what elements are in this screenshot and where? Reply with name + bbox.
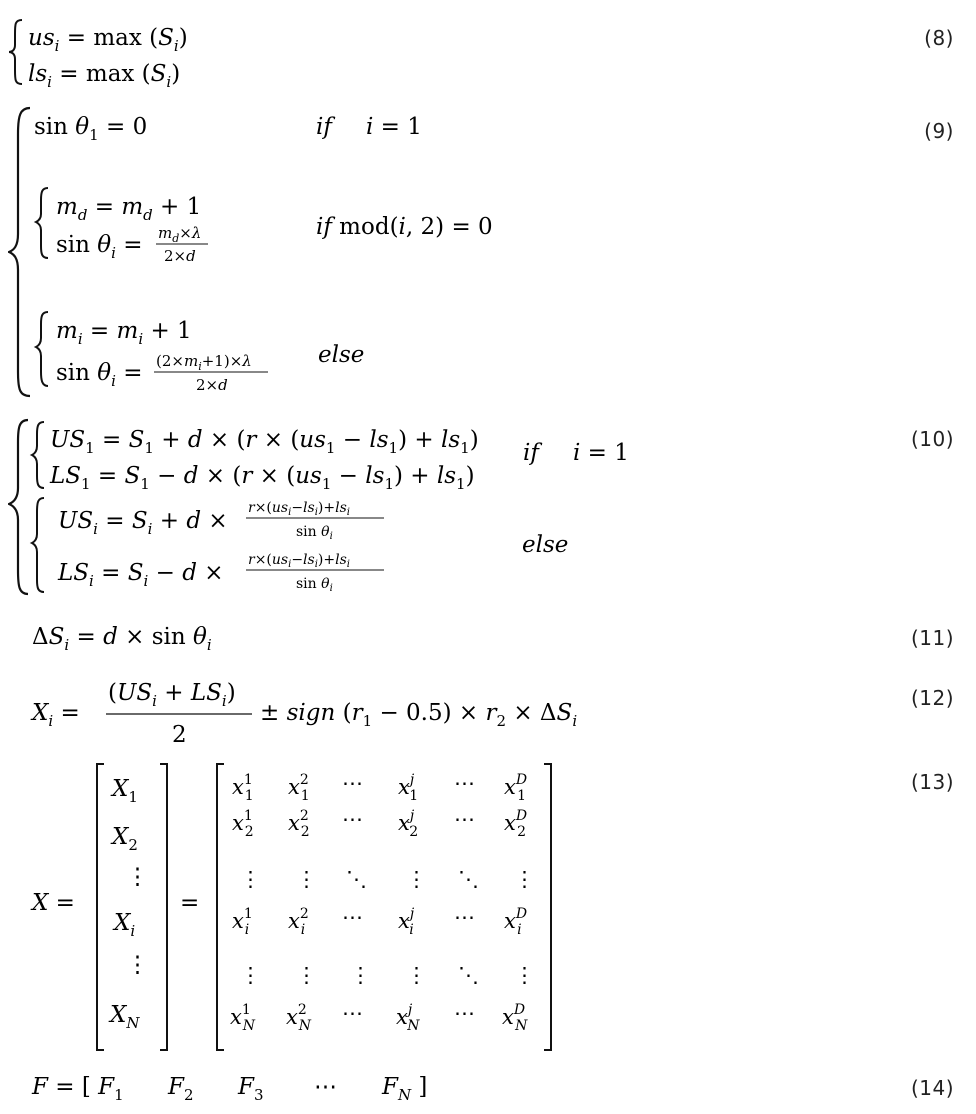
svg-text:F2: $F_2$: [168, 1074, 194, 1104]
svg-text:if: if: [316, 114, 332, 140]
svg-text:⋮: ⋮: [296, 867, 317, 891]
svg-text:if mod(i, 2) = 0: if mod(i, 2) = 0: [316, 214, 493, 240]
svg-text:⋯: ⋯: [454, 771, 475, 795]
svg-text:X =: X =: [32, 890, 75, 916]
svg-text:xD1: $x^D$ 1: [504, 772, 528, 804]
svg-text:(2×mi+1)×λ: $(2\times m_i+1)\times\lambda$: [156, 352, 252, 373]
svg-text:LSi = Si − d ×: $LS_i = S_i - d$ ×: [58, 560, 224, 590]
svg-text:⋮: ⋮: [126, 952, 149, 978]
equation-12-graphic: [8, 670, 628, 750]
svg-text:⋮: ⋮: [240, 963, 261, 987]
svg-text:(USi + LSi): $(US_i + LS_i)$: [108, 680, 236, 710]
equation-8: [8, 14, 268, 90]
svg-text:x22: $x^2$ 2: [288, 808, 310, 840]
svg-text:2×d: 2×d: [164, 247, 196, 265]
svg-text:mi = mi + 1: $m_i = m_i + 1$: [56, 318, 192, 348]
svg-text:⋯: ⋯: [454, 905, 475, 929]
equation-11-graphic: [8, 614, 308, 658]
svg-text:⋯: ⋯: [342, 905, 363, 929]
equation-10-graphic: [8, 414, 668, 600]
svg-text:⋮: ⋮: [406, 963, 427, 987]
svg-text:x2N: $x^2$ N: [286, 1002, 312, 1034]
svg-text:xDN: $x^D$ N: [502, 1002, 528, 1034]
svg-text:md = md + 1: $m_d = m_d + 1$: [56, 194, 202, 224]
svg-text:⋱: ⋱: [458, 963, 479, 987]
svg-text:US1 = S1 + d × (r × (us1 − ls1: $US_1 = S_1 + d \times (r \times (us_1 - ls_1) + ls_1)$: [50, 427, 479, 457]
svg-text:r×(usi−lsi)+lsi: $r\times(us_i-ls_i)+ls_i$: [248, 552, 350, 570]
svg-text:i = 1: i = 1: [366, 114, 422, 140]
svg-text:xj2: $x^j$ 2: [398, 808, 419, 840]
svg-text:x1i: $x^1$ i: [232, 906, 253, 938]
svg-text:⋱: ⋱: [346, 867, 367, 891]
equation-14-graphic: [8, 1064, 488, 1108]
svg-text:Xi =: $X_i$ =: [32, 700, 80, 730]
svg-text:x11: $x^1$ 1: [232, 772, 254, 804]
svg-text:⋮: ⋮: [126, 864, 149, 890]
svg-text:usi = max (Si): $us_i = \max (S_i)$: [28, 25, 188, 55]
svg-text:⋯: ⋯: [314, 1074, 337, 1100]
svg-text:if: if: [523, 440, 539, 466]
svg-text:xji: $x^j$ i: [398, 906, 415, 938]
equation-13-graphic: [8, 760, 608, 1056]
equation-9-graphic: [8, 104, 568, 404]
svg-text:else: else: [318, 342, 365, 368]
equation-14: [8, 1064, 488, 1108]
svg-text:⋯: ⋯: [342, 807, 363, 831]
equation-number-13: (13): [910, 770, 954, 794]
svg-text:sin θi =: $\sin \theta_i$ =: [56, 360, 143, 390]
svg-text:sin θi: $\sin \theta_i$: [296, 524, 333, 542]
svg-text:else: else: [522, 532, 569, 558]
svg-text:xj1: $x^j$ 1: [398, 772, 419, 804]
svg-text:⋯: ⋯: [454, 1001, 475, 1025]
svg-text:⋮: ⋮: [514, 963, 535, 987]
equation-10: [8, 414, 668, 600]
svg-text:lsi = max (Si): $ls_i = \max (S_i)$: [28, 61, 181, 90]
svg-text:XN: $X_N$: [110, 1002, 140, 1032]
svg-text:x21: $x^2$ 1: [288, 772, 310, 804]
svg-text:sin θi =: $\sin \theta_i$ =: [56, 232, 143, 262]
svg-text:X2: $X_2$: [112, 824, 138, 854]
svg-text:⋮: ⋮: [296, 963, 317, 987]
svg-text:LS1 = S1 − d × (r × (us1 − ls1: $LS_1 = S_1 - d \times (r \times (us_1 - ls_1) + ls_1)$: [50, 463, 475, 493]
svg-text:F = [ F1: F = [ $F_1$: [32, 1074, 124, 1104]
svg-text:⋮: ⋮: [240, 867, 261, 891]
svg-text:xDi: $x^D$ i: [504, 906, 528, 938]
equation-13: [8, 760, 608, 1056]
svg-text:⋯: ⋯: [342, 771, 363, 795]
svg-text:⋮: ⋮: [514, 867, 535, 891]
svg-text:FN ]: $F_N$ ]: [382, 1074, 428, 1104]
svg-text:x1N: $x^1$ N: [230, 1002, 256, 1034]
svg-text:⋮: ⋮: [406, 867, 427, 891]
svg-text:ΔSi = d × sin θi: $\Delta S_i = d \times \sin \theta_i$: [32, 624, 212, 654]
equation-number-9: (9): [924, 119, 954, 143]
svg-text:r×(usi−lsi)+lsi: $r\times(us_i-ls_i)+ls_i$: [248, 500, 350, 518]
equation-12: [8, 670, 628, 750]
svg-text:sin θ1 = 0: $\sin \theta_1 = 0$: [34, 114, 148, 144]
equation-number-12: (12): [910, 686, 954, 710]
svg-text:md×λ: $m_d\times\lambda$: [158, 224, 202, 245]
svg-text:Xi: $X_i$: [114, 910, 136, 940]
svg-text:=: =: [180, 890, 200, 916]
svg-text:F3: $F_3$: [238, 1074, 264, 1104]
equation-number-8: (8): [924, 26, 954, 50]
svg-text:⋯: ⋯: [454, 807, 475, 831]
equation-number-11: (11): [910, 626, 954, 650]
svg-text:x12: $x^1$ 2: [232, 808, 254, 840]
svg-text:sin θi: $\sin \theta_i$: [296, 576, 333, 594]
equation-number-10: (10): [910, 427, 954, 451]
svg-text:⋮: ⋮: [350, 963, 371, 987]
equation-8-graphic: [8, 14, 268, 90]
svg-text:X1: $X_1$: [112, 776, 138, 806]
equation-11: [8, 614, 308, 658]
svg-text:USi = Si + d ×: $US_i = S_i + d$ ×: [58, 508, 228, 538]
svg-text:⋯: ⋯: [342, 1001, 363, 1025]
svg-text:xjN: $x^j$ N: [396, 1002, 420, 1034]
svg-text:xD2: $x^D$ 2: [504, 808, 528, 840]
svg-text:x2i: $x^2$ i: [288, 906, 309, 938]
svg-text:⋱: ⋱: [458, 867, 479, 891]
equation-9: [8, 104, 568, 404]
svg-text:2×d: 2×d: [196, 376, 228, 394]
svg-text:± sign (r1 − 0.5) × r2 × ΔSi: ± sign $(r_1 - 0.5) \times r_2 \times \Delta S_i$: [260, 700, 578, 730]
svg-text:2: 2: [172, 722, 187, 748]
svg-text:i = 1: i = 1: [573, 440, 629, 466]
equation-number-14: (14): [910, 1076, 954, 1100]
